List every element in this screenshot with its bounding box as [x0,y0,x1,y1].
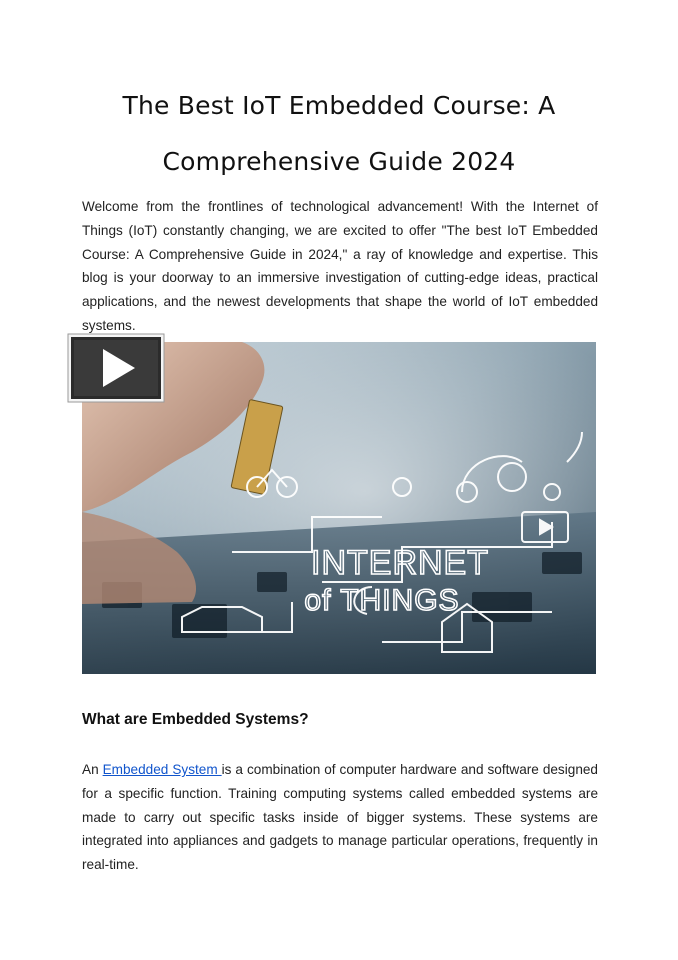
video-play-button[interactable] [67,333,165,403]
paragraph-prefix: An [82,762,103,777]
hero-text-line-1: INTERNET [311,544,489,582]
intro-paragraph: Welcome from the frontlines of technological advancement! With the Internet of Things (IoT) constantly changing, we are excited to offer "The best IoT Embedded Course: A Comprehensive Guide in 2024," a ray of knowledge and expertise. This blog is your doorway to an immersive investigation of cutting-edge ideas, practical applications, and the newest developments that shape the world of IoT embedded systems. [82,199,598,333]
hero-text-line-2: of THINGS [304,584,460,617]
title-line-1: The Best IoT Embedded Course: A [122,91,556,120]
page-title [60,78,618,190]
embedded-systems-paragraph [82,758,598,877]
embedded-system-link[interactable]: Embedded System [102,762,222,777]
title-line-2: Comprehensive Guide 2024 [162,147,516,176]
section-heading: What are Embedded Systems? [82,711,309,728]
paragraph-body: is a combination of computer hardware and software designed for a specific function. Training computing systems called embedded systems are made to carry out specific tasks inside of bigger systems. These systems are integrated into appliances and gadgets to manage particular operations, frequently in real-time. [82,762,598,873]
